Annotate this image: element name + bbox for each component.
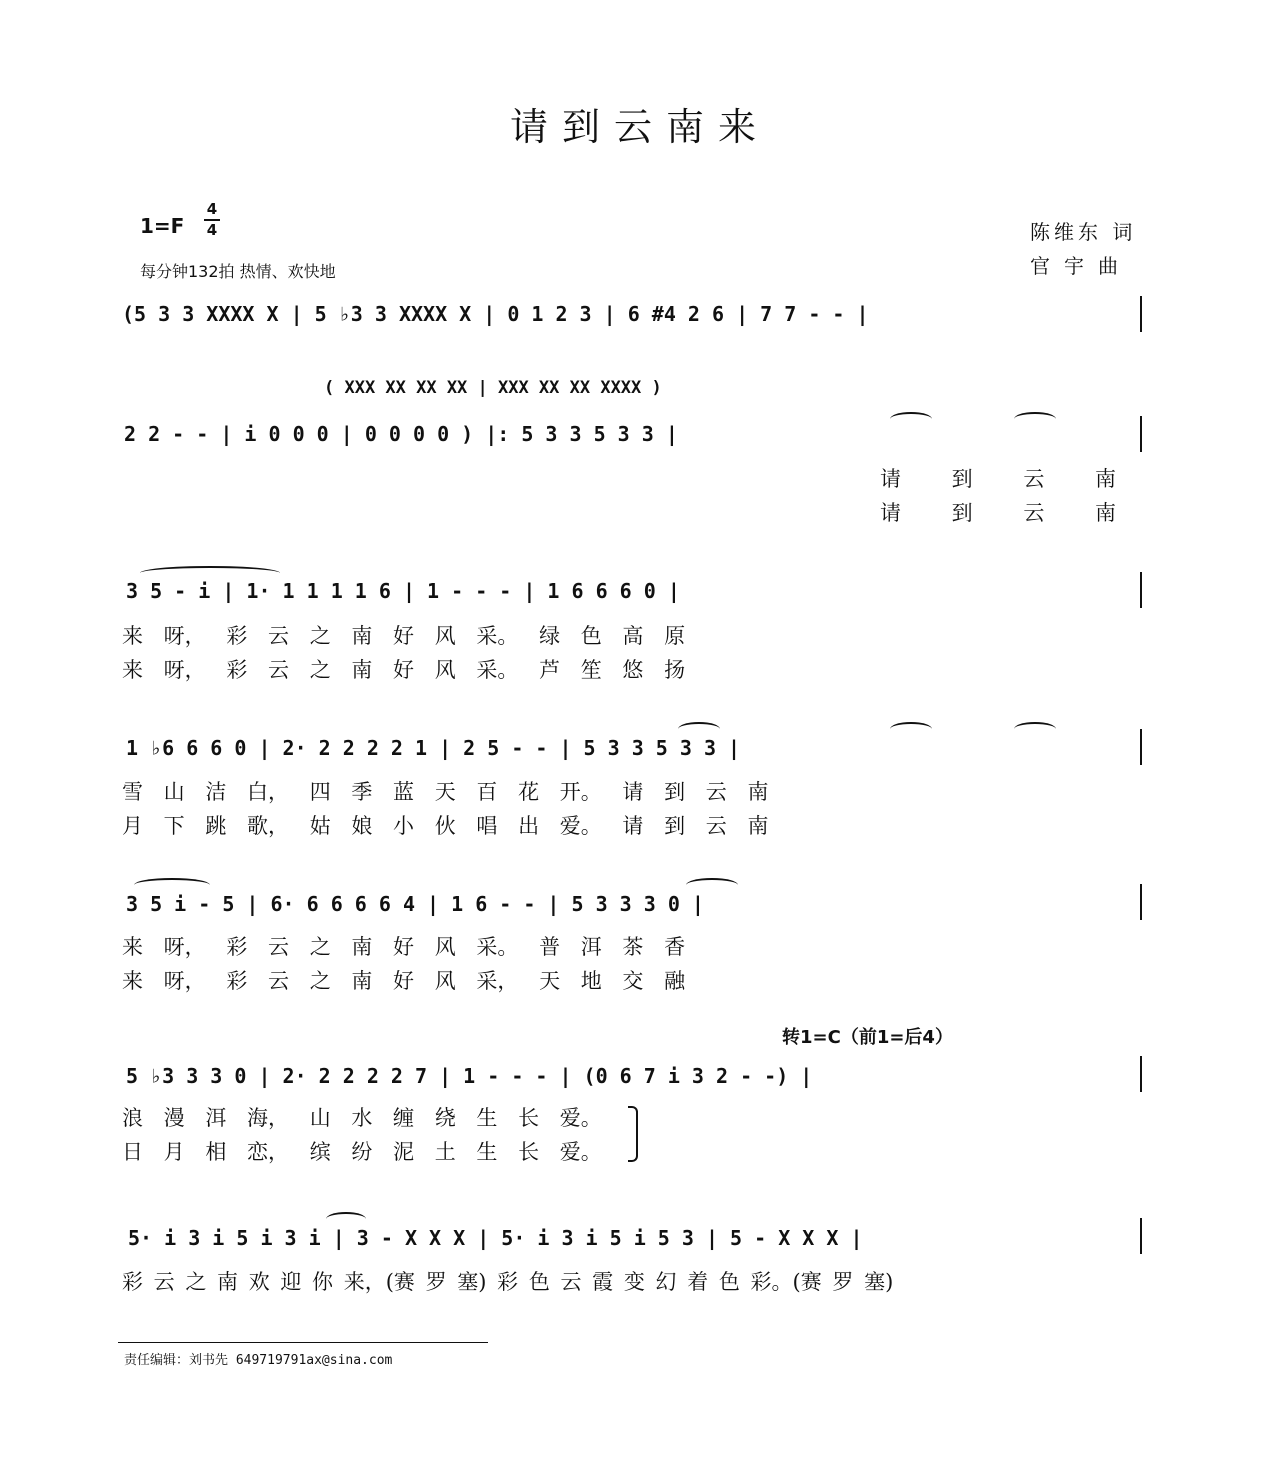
slur: [1014, 412, 1056, 426]
system-1-notes: (5 3 3 XXXX X | 5 ♭3 3 XXXX X | 0 1 2 3 | 6 #4 2 6 | 7 7 - - |: [122, 302, 869, 326]
system-4-lyrics-verse-1: 雪 山 洁 白， 四 季 蓝 天 百 花 开。 请 到 云 南: [122, 780, 769, 804]
slur: [134, 878, 210, 892]
system-4-lyrics-verse-2: 月 下 跳 歌， 姑 娘 小 伙 唱 出 爱。 请 到 云 南: [122, 814, 769, 838]
slur: [686, 878, 738, 892]
barline: [1140, 729, 1142, 765]
system-3-lyrics-verse-2: 来 呀， 彩 云 之 南 好 风 采。 芦 笙 悠 扬: [122, 658, 686, 682]
system-2-lyrics-verse-1: 请 到 云 南: [880, 467, 1117, 491]
system-6-notes: 5 ♭3 3 3 0 | 2· 2 2 2 2 7 | 1 - - - | (0 6 7 i 3 2 - -) |: [126, 1064, 813, 1088]
system-2-notes: 2 2 - - | i 0 0 0 | 0 0 0 0 ) |: 5 3 3 5 3 3 |: [124, 422, 678, 446]
barline: [1140, 884, 1142, 920]
slur: [1014, 722, 1056, 736]
barline: [1140, 1056, 1142, 1092]
slur: [140, 566, 280, 580]
barline: [1140, 572, 1142, 608]
system-6-lyrics-verse-1: 浪 漫 洱 海， 山 水 缠 绕 生 长 爱。: [122, 1106, 602, 1130]
time-signature-top: 4: [206, 200, 218, 218]
composer-credit: 官宇曲: [1030, 254, 1132, 278]
system-5-lyrics-verse-1: 来 呀， 彩 云 之 南 好 风 采。 普 洱 茶 香: [122, 935, 686, 959]
system-2-percussion: ( XXX XX XX XX | XXX XX XX XXXX ): [324, 378, 662, 398]
system-2-lyrics-verse-2: 请 到 云 南: [880, 501, 1117, 525]
time-signature-bottom: 4: [206, 221, 218, 239]
barline: [1140, 1218, 1142, 1254]
system-4-notes: 1 ♭6 6 6 0 | 2· 2 2 2 2 1 | 2 5 - - | 5 3 3 5 3 3 |: [126, 736, 741, 760]
system-3-lyrics-verse-1: 来 呀， 彩 云 之 南 好 风 采。 绿 色 高 原: [122, 624, 686, 648]
system-5-notes: 3 5 i - 5 | 6· 6 6 6 6 4 | 1 6 - - | 5 3 3 3 0 |: [126, 892, 704, 916]
slur: [678, 722, 720, 736]
time-signature: [204, 200, 220, 240]
system-6-lyrics-verse-2: 日 月 相 恋， 缤 纷 泥 土 生 长 爱。: [122, 1140, 602, 1164]
barline: [1140, 296, 1142, 332]
transposition-marking: 转1=C（前1=后4）: [782, 1027, 953, 1048]
slur: [326, 1212, 366, 1226]
barline: [1140, 416, 1142, 452]
system-7-lyrics: 彩 云 之 南 欢 迎 你 来，(赛 罗 塞) 彩 色 云 霞 变 幻 着 色 彩。(赛 罗 塞): [122, 1270, 894, 1294]
tempo-marking: 每分钟132拍 热情、欢快地: [140, 262, 336, 281]
system-5-lyrics-verse-2: 来 呀， 彩 云 之 南 好 风 采， 天 地 交 融: [122, 969, 686, 993]
score-title: 请到云南来: [509, 105, 770, 149]
key-signature: 1=F: [140, 214, 185, 238]
lyricist-credit: 陈维东 词: [1030, 220, 1137, 244]
footer-rule: [118, 1342, 488, 1343]
system-7-notes: 5· i 3 i 5 i 3 i | 3 - X X X | 5· i 3 i 5 i 5 3 | 5 - X X X |: [128, 1226, 863, 1250]
system-3-notes: 3 5 - i | 1· 1 1 1 1 6 | 1 - - - | 1 6 6 6 0 |: [126, 579, 680, 603]
verse-brace: [628, 1106, 638, 1162]
slur: [890, 722, 932, 736]
slur: [890, 412, 932, 426]
footer-credit: 责任编辑：刘书先 649719791ax@sina.com: [124, 1353, 393, 1368]
